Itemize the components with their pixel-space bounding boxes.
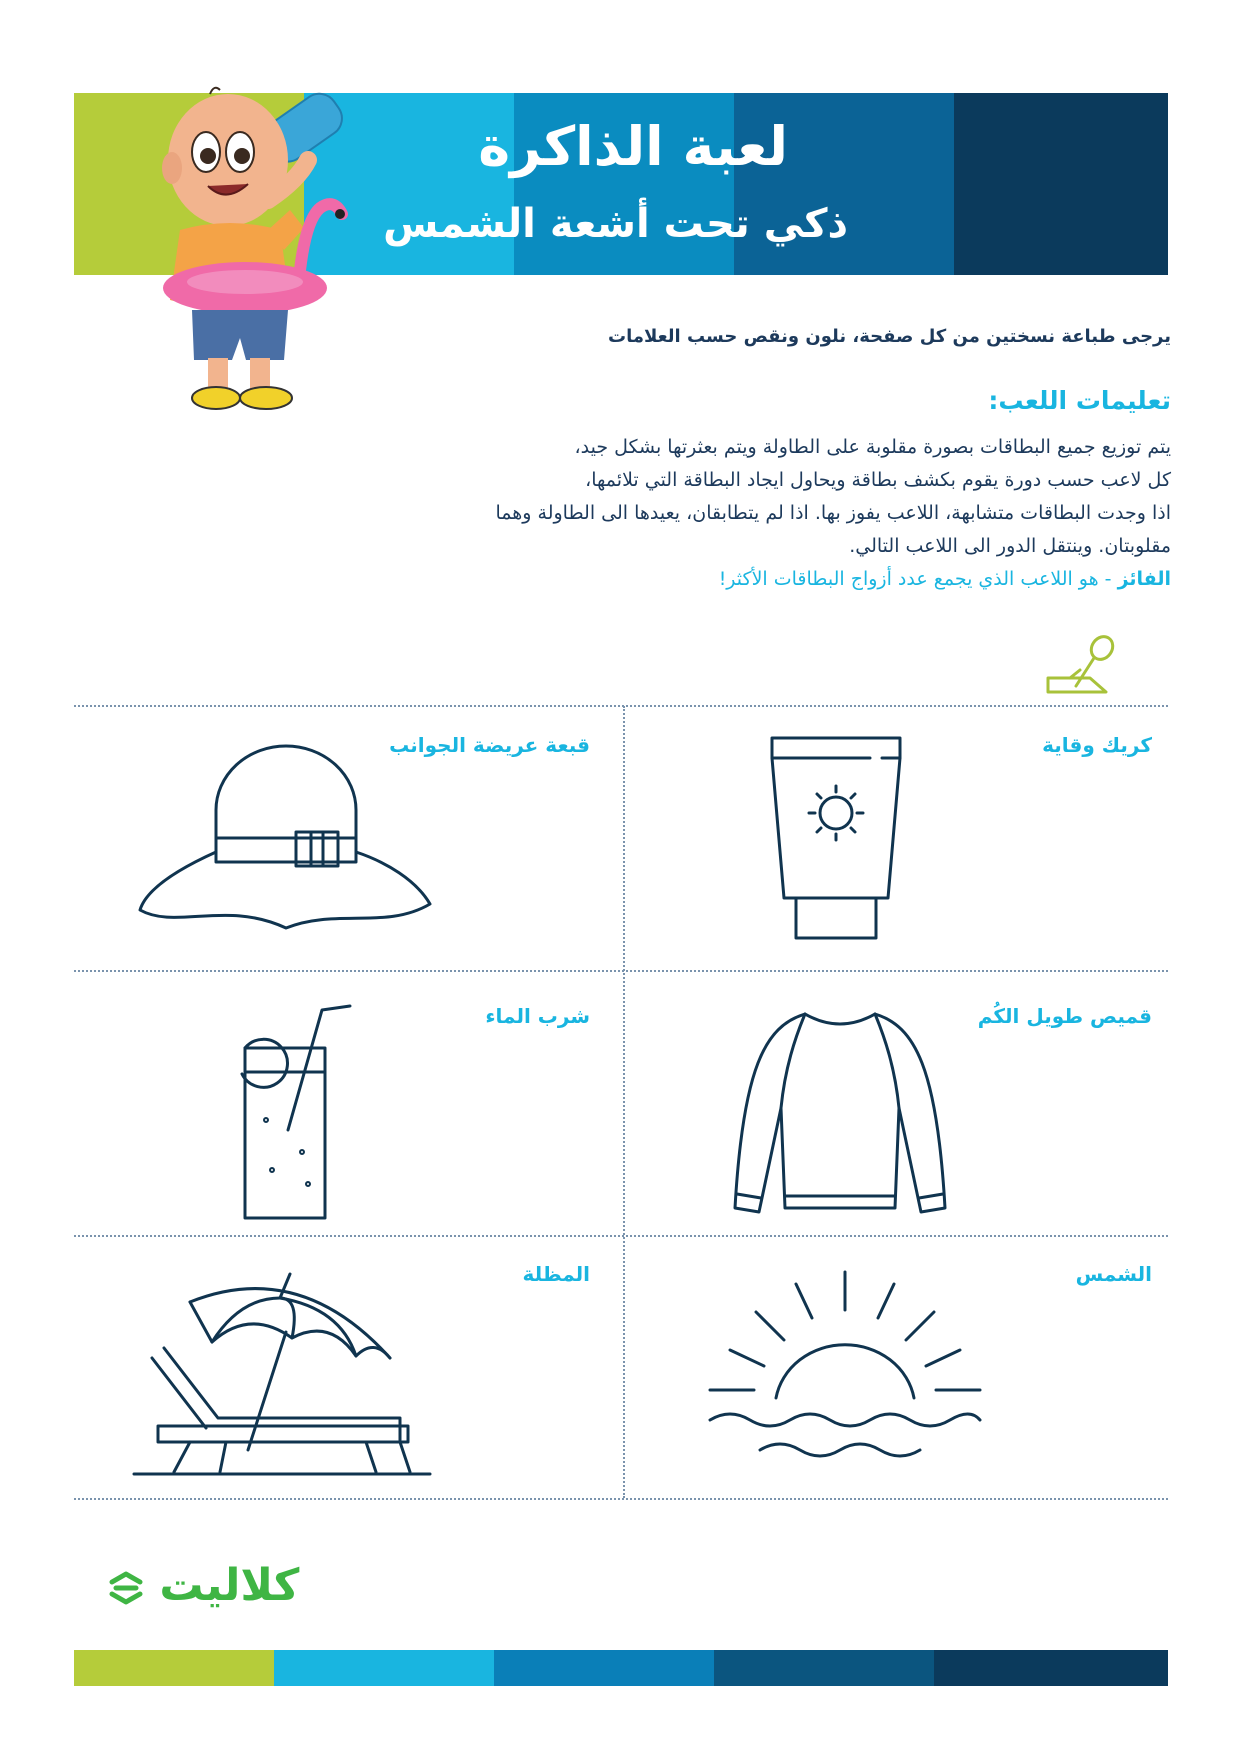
card-label-long-sleeve: قميص طويل الكُم	[977, 1004, 1152, 1028]
footer-segment-light-blue	[274, 1650, 494, 1686]
logo-mark-icon	[108, 1570, 144, 1606]
water-glass-icon	[210, 1000, 370, 1230]
footer-segment-mid-blue	[494, 1650, 714, 1686]
card-label-umbrella: المظلة	[522, 1262, 590, 1286]
page-subtitle: ذكي تحت أشعة الشمس	[383, 201, 848, 247]
card-label-sun: الشمس	[1075, 1262, 1152, 1286]
card-label-water: شرب الماء	[485, 1004, 590, 1028]
scissors-icon	[1040, 632, 1130, 698]
print-instructions: يرجى طباعة نسختين من كل صفحة، نلون ونقص حسب العلامات	[607, 326, 1171, 347]
instructions-heading: تعليمات اللعب:	[988, 386, 1171, 415]
logo-text: كلاليت	[159, 1560, 300, 1611]
long-sleeve-shirt-icon	[725, 1008, 955, 1218]
instruction-line: اذا وجدت البطاقات متشابهة، اللاعب يفوز بها. اذا لم يتطابقان، يعيدها الى الطاولة وهما	[495, 502, 1171, 524]
mascot-character-illustration	[150, 80, 370, 430]
clalit-logo	[108, 1560, 299, 1611]
instruction-line: مقلوبتان. وينتقل الدور الى اللاعب التالي.	[849, 535, 1171, 557]
footer-segment-blue	[714, 1650, 934, 1686]
footer-banner	[74, 1650, 1168, 1686]
cut-line	[74, 705, 1168, 707]
card-label-sunscreen: كريك وقاية	[1042, 733, 1152, 757]
header-segment-navy	[954, 93, 1168, 275]
footer-segment-green	[74, 1650, 274, 1686]
cut-line-vertical	[623, 706, 625, 1498]
winner-label: الفائز	[1117, 568, 1171, 590]
footer-segment-navy	[934, 1650, 1168, 1686]
sunscreen-icon	[760, 728, 910, 948]
winner-text: - هو اللاعب الذي يجمع عدد أزواج البطاقات الأكثر!	[718, 568, 1118, 590]
card-label-sun-hat: قبعة عريضة الجوانب	[389, 733, 590, 757]
cut-line	[74, 970, 1168, 972]
page-title: لعبة الذاكرة	[478, 115, 788, 178]
sunset-icon	[700, 1262, 990, 1462]
cut-line	[74, 1498, 1168, 1500]
beach-umbrella-icon	[130, 1268, 440, 1478]
instruction-line: كل لاعب حسب دورة يقوم بكشف بطاقة ويحاول ايجاد البطاقة التي تلائمها،	[585, 469, 1171, 491]
cut-line	[74, 1235, 1168, 1237]
sun-hat-icon	[136, 740, 436, 940]
instruction-line: يتم توزيع جميع البطاقات بصورة مقلوبة على الطاولة ويتم بعثرتها بشكل جيد،	[574, 436, 1171, 458]
winner-rule	[171, 568, 1171, 590]
